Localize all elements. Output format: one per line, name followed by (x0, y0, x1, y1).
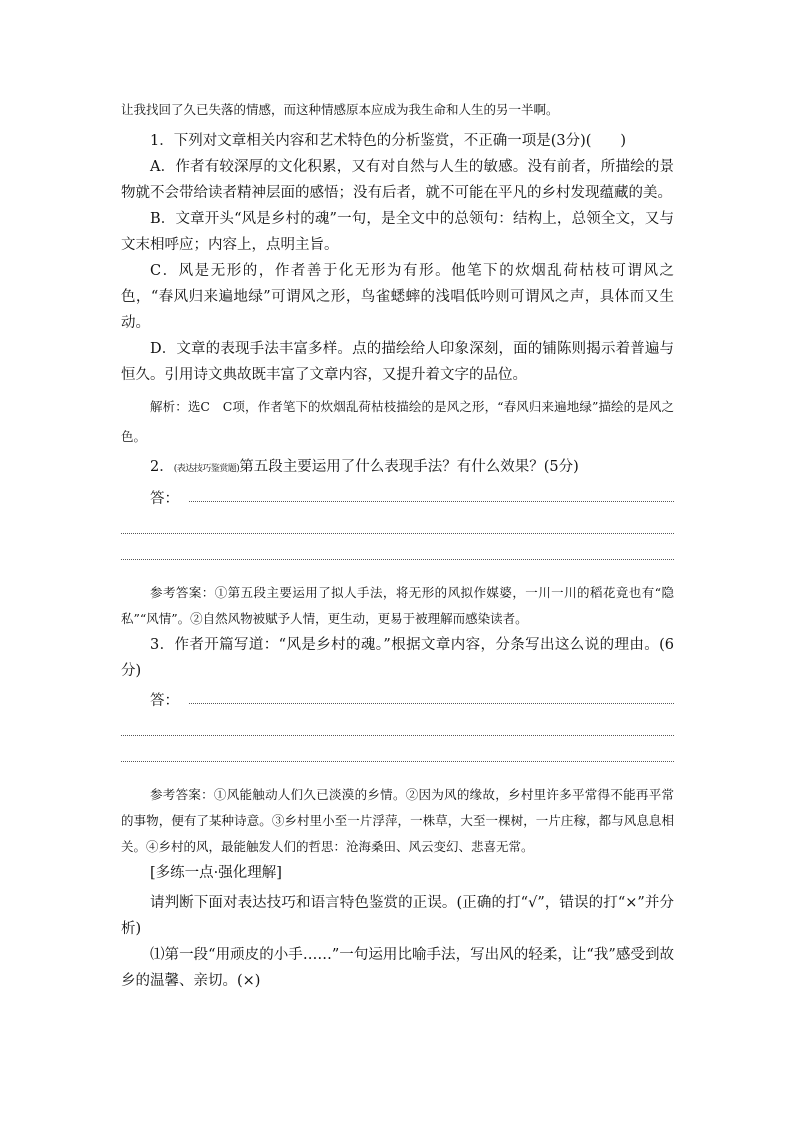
question-1-stem: 1．下列对文章相关内容和艺术特色的分析鉴赏，不正确一项是(3分)( ) (150, 133, 627, 149)
question-2-stem (121, 454, 674, 482)
answer-dotted-line (189, 703, 674, 704)
question-2-tag: (表达技巧鉴赏题) (173, 464, 240, 474)
answer-dotted-line[interactable] (121, 736, 674, 762)
question-3-stem: 3．作者开篇写道：“风是乡村的魂。”根据文章内容，分条写出这么说的理由。(6分) (121, 637, 674, 679)
practice-instruction: 请判断下面对表达技巧和语言特色鉴赏的正误。(正确的打“√”，错误的打“×”并分析) (121, 895, 674, 937)
option-c: C．风是无形的，作者善于化无形为有形。他笔下的炊烟乱荷枯枝可谓风之色，“春风归来遍地绿”可谓风之形，鸟雀蟋蟀的浅唱低吟则可谓风之声，具体而又生动。 (121, 263, 674, 331)
question-2-reference-answer: 参考答案：①第五段主要运用了拟人手法，将无形的风拟作媒婆，一川一川的稻花竟也有“隐私”“风情”。②自然风物被赋予人情，更生动，更易于被理解而感染读者。 (121, 585, 674, 626)
answer-dotted-line[interactable] (121, 534, 674, 560)
question-3-answer-line[interactable] (121, 684, 674, 710)
practice-heading: [多练一点·强化理解] (150, 865, 282, 881)
question-3-answer-label: 答： (150, 693, 179, 709)
option-b: B．文章开头“风是乡村的魂”一句，是全文中的总领句：结构上，总领全文，又与文末相呼应；内容上，点明主旨。 (121, 211, 674, 253)
practice-item-1: ⑴第一段“用顽皮的小手……”一句运用比喻手法，写出风的轻柔，让“我”感受到故乡的温馨、亲切。(×) (121, 947, 674, 989)
question-2-answer-line[interactable] (121, 482, 674, 508)
question-2-number: 2． (150, 459, 174, 475)
intro-line: 让我找回了久已失落的情感，而这种情感原本应成为我生命和人生的另一半啊。 (121, 102, 559, 117)
answer-dotted-line[interactable] (121, 508, 674, 534)
answer-dotted-line[interactable] (121, 710, 674, 736)
question-2-text: 第五段主要运用了什么表现手法？有什么效果？(5分) (239, 459, 579, 475)
option-a: A．作者有较深厚的文化积累，又有对自然与人生的敏感。没有前者，所描绘的景物就不会带给读者精神层面的感悟；没有后者，就不可能在平凡的乡村发现蕴藏的美。 (121, 159, 674, 201)
question-3-reference-answer: 参考答案：①风能触动人们久已淡漠的乡情。②因为风的缘故，乡村里许多平常得不能再平常的事物，便有了某种诗意。③乡村里小至一片浮萍，一株草，大至一棵树，一片庄稼，都与风息息相关。④乡村的风，最能触发人们的哲思：沧海桑田、风云变幻、悲喜无常。 (121, 787, 674, 854)
question-2-answer-label: 答： (150, 491, 179, 507)
answer-dotted-line (189, 501, 674, 502)
document-body (121, 97, 674, 994)
option-d: D．文章的表现手法丰富多样。点的描绘给人印象深刻，面的铺陈则揭示着普遍与恒久。引用诗文典故既丰富了文章内容，又提升着文字的品位。 (121, 341, 674, 383)
question-1-analysis: 解析：选C C项，作者笔下的炊烟乱荷枯枝描绘的是风之形，“春风归来遍地绿”描绘的是风之色。 (121, 399, 674, 444)
